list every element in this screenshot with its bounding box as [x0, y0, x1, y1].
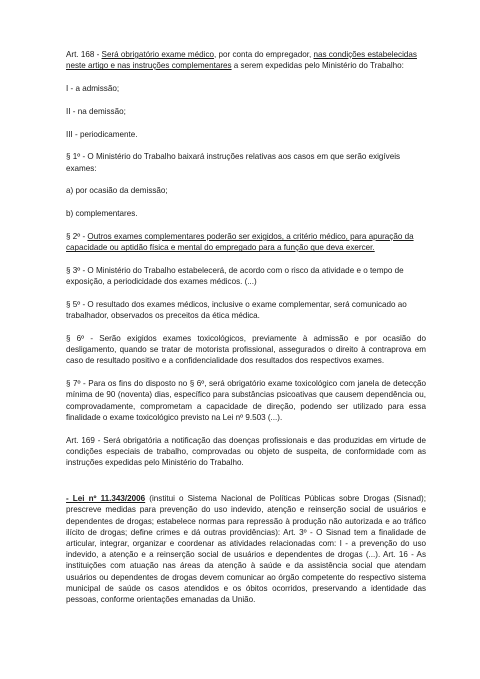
art-169: Art. 169 - Será obrigatória a notificação das doenças profissionais e das produzidas em virtude de condições especiais de trabalho, comprovadas ou objeto de suspeita, de conformidade com as instruções expedidas pelo Ministério do Trabalho.	[66, 435, 426, 467]
paragraph-3: § 3º - O Ministério do Trabalho estabelecerá, de acordo com o risco da atividade e o tempo de exposição, a periodicidade dos exames médicos. (...)	[66, 265, 404, 287]
paragraph-2-underlined: Outros exames complementares poderão ser exigidos, a critério médico, para apuração da capacidade ou aptidão física e mental do empregado para a função que deva exercer.	[66, 231, 414, 253]
art-168	[66, 49, 426, 71]
paragraph-1: § 1º - O Ministério do Trabalho baixará instruções relativas aos casos em que serão exigíveis exames:	[66, 152, 401, 173]
paragraph-7: § 7º - Para os fins do disposto no § 6º, será obrigatório exame toxicológico com janela de detecção mínima de 90 (noventa) dias, específico para substâncias psicoativas que causem dependência ou, comprovadamente, comprometam a capacidade de direção, podendo ser utilizado para essa finalidade o exame toxicológico previsto na Lei nº 9.503 (...).	[66, 379, 426, 422]
lei-11343	[66, 493, 426, 605]
paragraph-1-b: b) complementares.	[66, 209, 138, 219]
lei-11343-text: (institui o Sistema Nacional de Políticas Públicas sobre Drogas (Sisnad); prescreve medidas para prevenção do uso indevido, atenção e reinserção social de usuários e dependentes de drogas; estabelece normas para repressão à produção não autorizada e ao tráfico ilícito de drogas; define crimes e dá outras providências): Art. 3º - O Sisnad tem a finalidade de articular, integrar, organizar e coordenar as atividades relacionadas com: I - a prevenção do uso indevido, a atenção e a reinserção social de usuários e dependentes de drogas (...). Art. 16 - As instituições com atuação nas áreas da atenção à saúde e da assistência social que atendam usuários ou dependentes de drogas devem comunicar ao órgão competente do respectivo sistema municipal de saúde os casos atendidos e os óbitos ocorridos, preservando a identidade das pessoas, conforme orientações emanadas da União.	[66, 494, 426, 605]
paragraph-2	[66, 231, 426, 253]
paragraph-1-a: a) por ocasião da demissão;	[66, 186, 168, 196]
paragraph-5: § 5º - O resultado dos exames médicos, inclusive o exame complementar, será comunicado ao trabalhador, observados os preceitos da ética médica.	[66, 299, 407, 321]
art-168-text-1: , por conta do empregador,	[214, 50, 314, 59]
item-iii: III - periodicamente.	[66, 129, 138, 139]
lei-11343-label: - Lei nº 11.343/2006	[66, 494, 146, 504]
item-i: I - a admissão;	[66, 84, 120, 93]
paragraph-2-label: § 2º -	[66, 231, 88, 241]
art-168-underlined-2: nas condições estabelecidas neste artigo e nas instruções complementares	[66, 50, 417, 71]
item-ii: II - na demissão;	[66, 106, 126, 116]
art-168-label: Art. 168 -	[66, 50, 102, 59]
paragraph-6: § 6º - Serão exigidos exames toxicológicos, previamente à admissão e por ocasião do desligamento, quando se tratar de motorista profissional, assegurados o direito à contraprova em caso de resultado positivo e a confidencialidade dos resultados dos respectivos exames.	[66, 333, 426, 366]
art-168-underlined-1: Será obrigatório exame médico	[101, 50, 215, 59]
art-168-text-2: a serem expedidas pelo Ministério do Trabalho:	[231, 61, 404, 71]
